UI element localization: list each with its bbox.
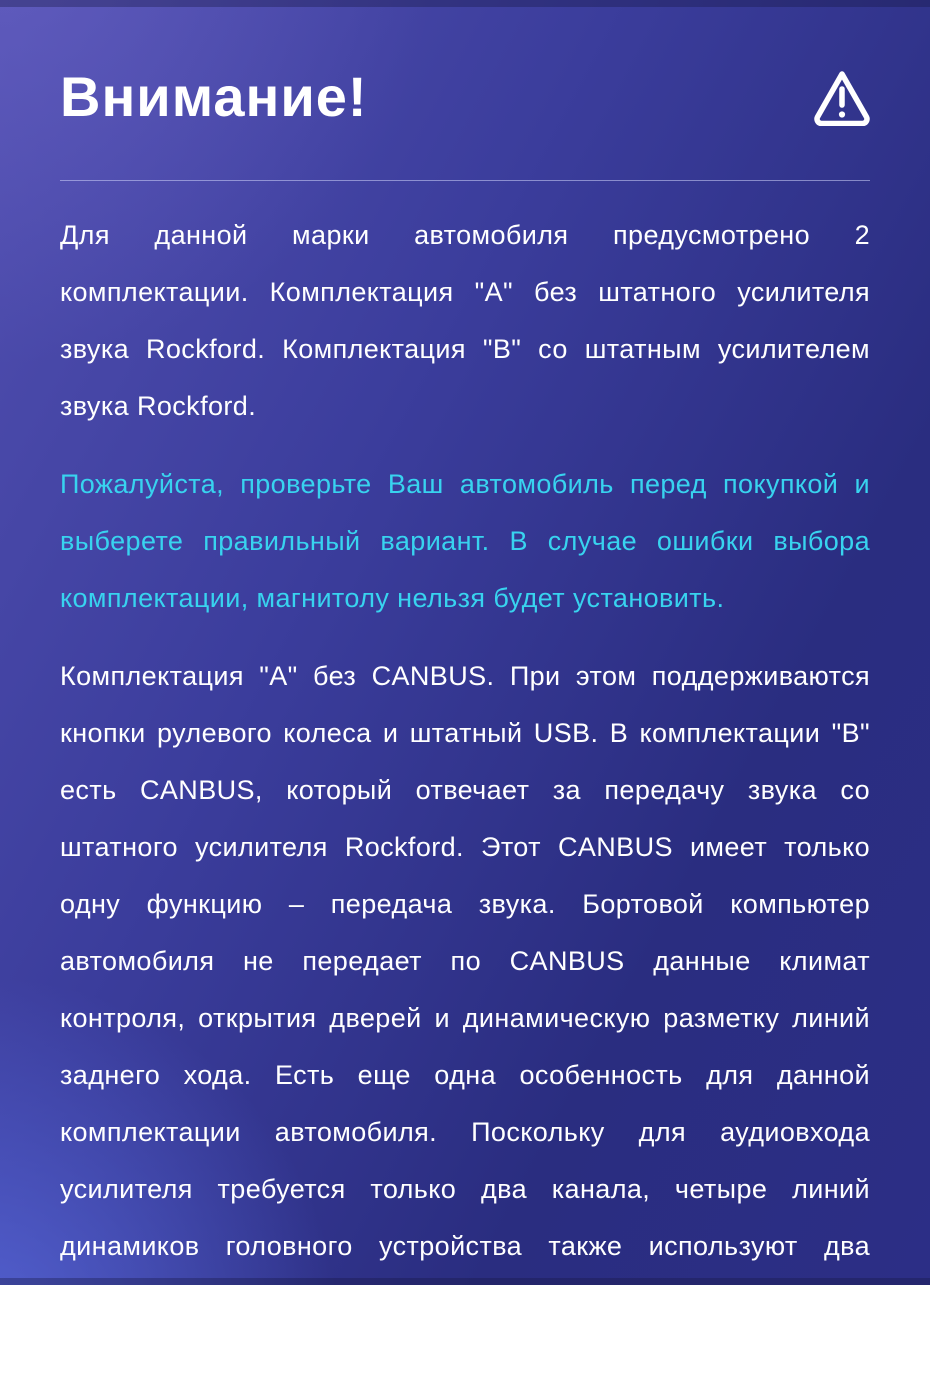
warning-triangle-icon bbox=[810, 68, 870, 126]
notice-body bbox=[60, 207, 870, 1389]
page-header bbox=[60, 66, 870, 128]
paragraph-purchase-warning: Пожалуйста, проверьте Ваш автомобиль перед покупкой и выберете правильный вариант. В случае ошибки выбора комплектации, магнитолу нельзя будет установить. bbox=[60, 469, 870, 613]
paragraph-details: Комплектация "А" без CANBUS. При этом поддерживаются кнопки рулевого колеса и штатный USB. В комплектации "В" есть CANBUS, который отвечает за передачу звука со штатного усилителя Rockford. Этот CANBUS имеет только одну функцию – передача звука. Бортовой компьютер автомобиля не передает по CANBUS данные климат контроля, открытия дверей и динамическую разметку линий заднего хода. Есть еще одна особенность для данной комплектации автомобиля. Поскольку для аудиовхода усилителя требуется только два канала, четыре линий динамиков головного устройства также используют два канала. Поэтому левые и правые задние динамики не могут настраиваться в звуковом поле эквалайзера. bbox=[60, 661, 870, 1375]
paragraph-configurations: Для данной марки автомобиля предусмотрено 2 комплектации. Комплектация "А" без штатного усилителя звука Rockford. Комплектация "В" со штатным усилителем звука Rockford. bbox=[60, 220, 870, 421]
header-divider bbox=[60, 180, 870, 181]
page-title: Внимание! bbox=[60, 65, 368, 128]
